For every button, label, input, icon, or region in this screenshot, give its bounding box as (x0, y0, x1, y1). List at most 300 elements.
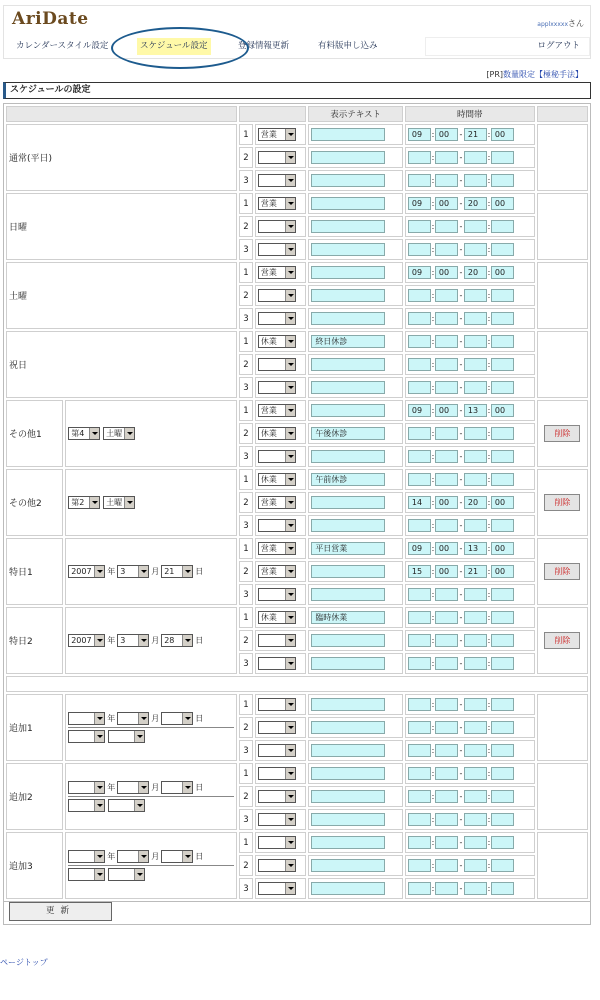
dropdown-arrow-icon (285, 336, 296, 347)
display-text-input[interactable] (311, 289, 385, 302)
type-select[interactable]: 営業 (258, 266, 296, 279)
type-select[interactable]: 休業 (258, 335, 296, 348)
header-text: 表示テキスト (308, 106, 403, 122)
dropdown-arrow-icon (285, 883, 296, 894)
year-select[interactable]: 2007 (68, 565, 105, 578)
type-select[interactable] (258, 657, 296, 670)
table-row: 2 休業 午後休診 : - : (6, 423, 588, 444)
start-hour-input[interactable] (408, 450, 431, 463)
row-number: 3 (239, 515, 253, 536)
condition-cell: 2007 年 3 月 21 日 (65, 538, 237, 605)
table-row: 2 : - : (6, 216, 588, 237)
row-number: 3 (239, 584, 253, 605)
spacer-row (6, 676, 588, 692)
display-text-input[interactable] (311, 813, 385, 826)
type-select[interactable] (258, 289, 296, 302)
display-text-input[interactable]: 午後休診 (311, 427, 385, 440)
year-select[interactable] (68, 781, 105, 794)
display-text-input[interactable] (311, 358, 385, 371)
start-hour-input[interactable] (408, 721, 431, 734)
row-number: 1 (239, 607, 253, 628)
month-select[interactable]: 3 (117, 565, 149, 578)
end-hour-input[interactable] (464, 588, 487, 601)
end-minute-input[interactable] (491, 698, 514, 711)
row-number: 1 (239, 262, 253, 283)
end-minute-input[interactable] (491, 473, 514, 486)
group-label: 日曜 (6, 193, 237, 260)
start-minute-input[interactable]: 00 (435, 542, 458, 555)
end-hour-input[interactable]: 21 (464, 128, 487, 141)
start-minute-input[interactable] (435, 721, 458, 734)
type-select[interactable] (258, 450, 296, 463)
end-minute-input[interactable]: 00 (491, 197, 514, 210)
start-hour-input[interactable] (408, 335, 431, 348)
display-text-input[interactable]: 平日営業 (311, 542, 385, 555)
start-minute-input[interactable] (435, 450, 458, 463)
start-hour-input[interactable] (408, 882, 431, 895)
type-select[interactable]: 休業 (258, 473, 296, 486)
end-minute-input[interactable] (491, 450, 514, 463)
nav-registration[interactable]: 登録情報更新 (238, 41, 290, 51)
type-select[interactable] (258, 381, 296, 394)
type-select[interactable] (258, 744, 296, 757)
table-row: 3 : - : (6, 377, 588, 398)
end-hour-input[interactable] (464, 859, 487, 872)
start-minute-input[interactable] (435, 519, 458, 532)
end-hour-input[interactable] (464, 243, 487, 256)
type-select[interactable]: 休業 (258, 427, 296, 440)
dropdown-arrow-icon (285, 722, 296, 733)
start-minute-input[interactable]: 00 (435, 197, 458, 210)
start-minute-input[interactable] (435, 174, 458, 187)
dropdown-arrow-icon (285, 382, 296, 393)
end-minute-input[interactable]: 00 (491, 542, 514, 555)
year-select[interactable]: 2007 (68, 634, 105, 647)
start-minute-input[interactable] (435, 151, 458, 164)
start-minute-input[interactable] (435, 473, 458, 486)
end-minute-input[interactable] (491, 358, 514, 371)
type-select[interactable] (258, 174, 296, 187)
end-hour-input[interactable]: 20 (464, 496, 487, 509)
display-text-input[interactable] (311, 266, 385, 279)
logout-link[interactable]: ログアウト (537, 41, 580, 51)
end-hour-input[interactable] (464, 698, 487, 711)
end-minute-input[interactable] (491, 220, 514, 233)
start-hour-input[interactable]: 09 (408, 542, 431, 555)
start-hour-input[interactable] (408, 767, 431, 780)
end-hour-input[interactable] (464, 882, 487, 895)
display-text-input[interactable] (311, 174, 385, 187)
dropdown-arrow-icon (138, 851, 149, 862)
display-text-input[interactable] (311, 496, 385, 509)
dropdown-arrow-icon (138, 713, 149, 724)
end-minute-input[interactable] (491, 588, 514, 601)
start-hour-input[interactable] (408, 174, 431, 187)
start-hour-input[interactable] (408, 836, 431, 849)
dropdown-arrow-icon (138, 635, 149, 646)
table-row: 2 : - : (6, 855, 588, 876)
start-minute-input[interactable] (435, 859, 458, 872)
delete-button[interactable]: 削除 (544, 425, 580, 442)
end-hour-input[interactable] (464, 427, 487, 440)
row-number: 1 (239, 469, 253, 490)
dropdown-arrow-icon (285, 589, 296, 600)
display-text-input[interactable] (311, 882, 385, 895)
end-hour-input[interactable] (464, 836, 487, 849)
end-minute-input[interactable] (491, 882, 514, 895)
update-button[interactable]: 更新 (9, 902, 112, 921)
table-row: 2 : - : (6, 147, 588, 168)
start-minute-input[interactable]: 00 (435, 404, 458, 417)
table-row: 3 : - : (6, 653, 588, 674)
end-hour-input[interactable] (464, 767, 487, 780)
start-hour-input[interactable] (408, 611, 431, 624)
end-hour-input[interactable] (464, 634, 487, 647)
end-minute-input[interactable] (491, 744, 514, 757)
month-select[interactable] (117, 850, 149, 863)
dropdown-arrow-icon (285, 860, 296, 871)
display-text-input[interactable] (311, 657, 385, 670)
delete-button[interactable]: 削除 (544, 494, 580, 511)
start-hour-input[interactable] (408, 358, 431, 371)
end-minute-input[interactable] (491, 427, 514, 440)
type-select[interactable]: 営業 (258, 565, 296, 578)
start-minute-input[interactable] (435, 698, 458, 711)
display-text-input[interactable] (311, 836, 385, 849)
end-minute-input[interactable]: 00 (491, 128, 514, 141)
dropdown-arrow-icon (285, 497, 296, 508)
weekday-select[interactable] (108, 868, 145, 881)
display-text-input[interactable]: 午前休診 (311, 473, 385, 486)
start-minute-input[interactable] (435, 836, 458, 849)
end-hour-input[interactable] (464, 220, 487, 233)
type-select[interactable]: 営業 (258, 496, 296, 509)
delete-button[interactable]: 削除 (544, 563, 580, 580)
end-minute-input[interactable]: 00 (491, 565, 514, 578)
year-select[interactable] (68, 850, 105, 863)
row-number: 2 (239, 285, 253, 306)
start-hour-input[interactable]: 09 (408, 404, 431, 417)
start-hour-input[interactable] (408, 698, 431, 711)
start-minute-input[interactable] (435, 634, 458, 647)
day-select[interactable]: 21 (161, 565, 193, 578)
start-minute-input[interactable] (435, 381, 458, 394)
start-minute-input[interactable] (435, 243, 458, 256)
dropdown-arrow-icon (94, 800, 105, 811)
dropdown-arrow-icon (285, 768, 296, 779)
end-hour-input[interactable] (464, 611, 487, 624)
type-select[interactable]: 営業 (258, 128, 296, 141)
display-text-input[interactable] (311, 220, 385, 233)
type-select[interactable] (258, 698, 296, 711)
table-row: 3 : - : (6, 446, 588, 467)
display-text-input[interactable] (311, 634, 385, 647)
display-text-input[interactable] (311, 767, 385, 780)
dropdown-arrow-icon (124, 497, 135, 508)
end-hour-input[interactable]: 13 (464, 404, 487, 417)
display-text-input[interactable] (311, 151, 385, 164)
month-select[interactable] (117, 712, 149, 725)
display-text-input[interactable] (311, 721, 385, 734)
dropdown-arrow-icon (285, 221, 296, 232)
start-minute-input[interactable]: 00 (435, 565, 458, 578)
end-minute-input[interactable] (491, 767, 514, 780)
dropdown-arrow-icon (285, 814, 296, 825)
day-select[interactable] (161, 850, 193, 863)
type-select[interactable] (258, 151, 296, 164)
row-number: 3 (239, 809, 253, 830)
start-hour-input[interactable] (408, 427, 431, 440)
start-minute-input[interactable]: 00 (435, 266, 458, 279)
start-minute-input[interactable] (435, 358, 458, 371)
start-hour-input[interactable] (408, 790, 431, 803)
end-hour-input[interactable] (464, 312, 487, 325)
day-select[interactable]: 28 (161, 634, 193, 647)
start-hour-input[interactable]: 09 (408, 128, 431, 141)
end-minute-input[interactable] (491, 289, 514, 302)
dropdown-arrow-icon (285, 313, 296, 324)
start-minute-input[interactable]: 00 (435, 128, 458, 141)
table-row: 2 営業 15 : 00 - 21 : 00 (6, 561, 588, 582)
type-select[interactable] (258, 634, 296, 647)
end-hour-input[interactable] (464, 519, 487, 532)
start-minute-input[interactable] (435, 790, 458, 803)
end-minute-input[interactable] (491, 151, 514, 164)
end-minute-input[interactable] (491, 519, 514, 532)
table-row: 3 : - : (6, 239, 588, 260)
start-hour-input[interactable] (408, 473, 431, 486)
end-minute-input[interactable] (491, 174, 514, 187)
start-hour-input[interactable] (408, 744, 431, 757)
nav-calendar-style[interactable]: カレンダースタイル設定 (16, 41, 109, 51)
user-greeting (537, 18, 584, 29)
end-hour-input[interactable] (464, 744, 487, 757)
display-text-input[interactable] (311, 381, 385, 394)
start-hour-input[interactable]: 15 (408, 565, 431, 578)
table-row: 追加1 年 月 日 1 : - : (6, 694, 588, 715)
end-minute-input[interactable] (491, 312, 514, 325)
dropdown-arrow-icon (94, 566, 105, 577)
end-hour-input[interactable] (464, 358, 487, 371)
type-select[interactable]: 営業 (258, 542, 296, 555)
dropdown-arrow-icon (182, 566, 193, 577)
end-hour-input[interactable]: 20 (464, 266, 487, 279)
page-top-link[interactable]: ページトップ (0, 958, 48, 967)
month-select[interactable]: 3 (117, 634, 149, 647)
group-label: 祝日 (6, 331, 237, 398)
start-hour-input[interactable]: 09 (408, 197, 431, 210)
start-hour-input[interactable] (408, 519, 431, 532)
end-minute-input[interactable] (491, 721, 514, 734)
start-hour-input[interactable] (408, 859, 431, 872)
start-minute-input[interactable] (435, 588, 458, 601)
start-minute-input[interactable] (435, 427, 458, 440)
display-text-input[interactable]: 臨時休業 (311, 611, 385, 624)
end-hour-input[interactable] (464, 151, 487, 164)
end-hour-input[interactable] (464, 174, 487, 187)
type-select[interactable] (258, 790, 296, 803)
day-select[interactable] (161, 781, 193, 794)
table-row: 3 : - : (6, 878, 588, 899)
end-hour-input[interactable] (464, 381, 487, 394)
nav-paid-version[interactable]: 有料版申し込み (318, 41, 378, 51)
end-hour-input[interactable] (464, 813, 487, 826)
display-text-input[interactable] (311, 404, 385, 417)
type-select[interactable] (258, 519, 296, 532)
display-text-input[interactable] (311, 519, 385, 532)
end-minute-input[interactable] (491, 790, 514, 803)
start-hour-input[interactable] (408, 634, 431, 647)
start-hour-input[interactable] (408, 289, 431, 302)
row-number: 3 (239, 377, 253, 398)
end-hour-input[interactable] (464, 335, 487, 348)
dropdown-arrow-icon (94, 635, 105, 646)
type-select[interactable] (258, 243, 296, 256)
end-hour-input[interactable] (464, 450, 487, 463)
week-select[interactable] (68, 730, 105, 743)
end-minute-input[interactable] (491, 836, 514, 849)
end-minute-input[interactable] (491, 611, 514, 624)
display-text-input[interactable] (311, 128, 385, 141)
week-select[interactable]: 第4 (68, 427, 100, 440)
end-minute-input[interactable]: 00 (491, 496, 514, 509)
dropdown-arrow-icon (285, 129, 296, 140)
start-minute-input[interactable] (435, 767, 458, 780)
week-select[interactable] (68, 799, 105, 812)
type-select[interactable] (258, 836, 296, 849)
end-minute-input[interactable]: 00 (491, 266, 514, 279)
start-minute-input[interactable] (435, 335, 458, 348)
start-hour-input[interactable] (408, 151, 431, 164)
type-select[interactable]: 休業 (258, 611, 296, 624)
row-number: 1 (239, 694, 253, 715)
type-select[interactable] (258, 588, 296, 601)
type-select[interactable] (258, 859, 296, 872)
display-text-input[interactable]: 終日休診 (311, 335, 385, 348)
end-minute-input[interactable]: 00 (491, 404, 514, 417)
end-hour-input[interactable] (464, 473, 487, 486)
end-hour-input[interactable]: 20 (464, 197, 487, 210)
month-select[interactable] (117, 781, 149, 794)
display-text-input[interactable] (311, 197, 385, 210)
delete-button[interactable]: 削除 (544, 632, 580, 649)
weekday-select[interactable] (108, 799, 145, 812)
type-select[interactable] (258, 882, 296, 895)
week-select[interactable] (68, 868, 105, 881)
end-hour-input[interactable]: 13 (464, 542, 487, 555)
start-minute-input[interactable] (435, 813, 458, 826)
row-number: 3 (239, 170, 253, 191)
display-text-input[interactable] (311, 744, 385, 757)
user-name: applxxxxx (537, 21, 568, 28)
weekday-select[interactable] (108, 730, 145, 743)
end-hour-input[interactable]: 21 (464, 565, 487, 578)
start-minute-input[interactable] (435, 744, 458, 757)
start-minute-input[interactable] (435, 220, 458, 233)
type-select[interactable]: 営業 (258, 404, 296, 417)
start-minute-input[interactable] (435, 882, 458, 895)
end-minute-input[interactable] (491, 634, 514, 647)
table-row: 3 : - : (6, 308, 588, 329)
end-minute-input[interactable] (491, 335, 514, 348)
pr-tag: [PR] (486, 70, 503, 79)
start-hour-input[interactable] (408, 813, 431, 826)
start-minute-input[interactable] (435, 289, 458, 302)
end-minute-input[interactable] (491, 243, 514, 256)
table-row: 3 : - : (6, 740, 588, 761)
start-hour-input[interactable]: 09 (408, 266, 431, 279)
nav-schedule[interactable]: スケジュール設定 (137, 38, 211, 55)
display-text-input[interactable] (311, 698, 385, 711)
row-number: 1 (239, 832, 253, 853)
end-hour-input[interactable] (464, 790, 487, 803)
end-minute-input[interactable] (491, 813, 514, 826)
display-text-input[interactable] (311, 790, 385, 803)
year-select[interactable] (68, 712, 105, 725)
start-hour-input[interactable] (408, 381, 431, 394)
start-hour-input[interactable] (408, 588, 431, 601)
display-text-input[interactable] (311, 243, 385, 256)
row-number: 1 (239, 193, 253, 214)
type-select[interactable]: 営業 (258, 197, 296, 210)
start-hour-input[interactable] (408, 312, 431, 325)
display-text-input[interactable] (311, 565, 385, 578)
weekday-select[interactable]: 土曜 (103, 496, 135, 509)
start-hour-input[interactable]: 14 (408, 496, 431, 509)
end-hour-input[interactable] (464, 721, 487, 734)
display-text-input[interactable] (311, 859, 385, 872)
type-select[interactable] (258, 721, 296, 734)
end-hour-input[interactable] (464, 657, 487, 670)
start-minute-input[interactable] (435, 312, 458, 325)
start-minute-input[interactable] (435, 611, 458, 624)
end-minute-input[interactable] (491, 859, 514, 872)
pr-link[interactable]: 数量限定【極秘手法】 (503, 70, 583, 79)
display-text-input[interactable] (311, 588, 385, 601)
dropdown-arrow-icon (182, 635, 193, 646)
row-number: 3 (239, 653, 253, 674)
end-minute-input[interactable] (491, 381, 514, 394)
dropdown-arrow-icon (94, 731, 105, 742)
type-select[interactable] (258, 813, 296, 826)
end-hour-input[interactable] (464, 289, 487, 302)
start-minute-input[interactable]: 00 (435, 496, 458, 509)
dropdown-arrow-icon (94, 782, 105, 793)
start-minute-input[interactable] (435, 657, 458, 670)
type-select[interactable] (258, 767, 296, 780)
display-text-input[interactable] (311, 312, 385, 325)
weekday-select[interactable]: 土曜 (103, 427, 135, 440)
table-header-row (6, 106, 588, 122)
start-hour-input[interactable] (408, 243, 431, 256)
row-number: 2 (239, 492, 253, 513)
end-minute-input[interactable] (491, 657, 514, 670)
week-select[interactable]: 第2 (68, 496, 100, 509)
type-select[interactable] (258, 220, 296, 233)
section-title: スケジュールの設定 (3, 82, 591, 99)
display-text-input[interactable] (311, 450, 385, 463)
type-select[interactable] (258, 312, 296, 325)
start-hour-input[interactable] (408, 657, 431, 670)
dropdown-arrow-icon (182, 851, 193, 862)
start-hour-input[interactable] (408, 220, 431, 233)
day-select[interactable] (161, 712, 193, 725)
type-select[interactable] (258, 358, 296, 371)
dropdown-arrow-icon (182, 713, 193, 724)
add-label: 追加1 (6, 694, 63, 761)
table-row: 2 : - : (6, 717, 588, 738)
group-label: 特日2 (6, 607, 63, 674)
